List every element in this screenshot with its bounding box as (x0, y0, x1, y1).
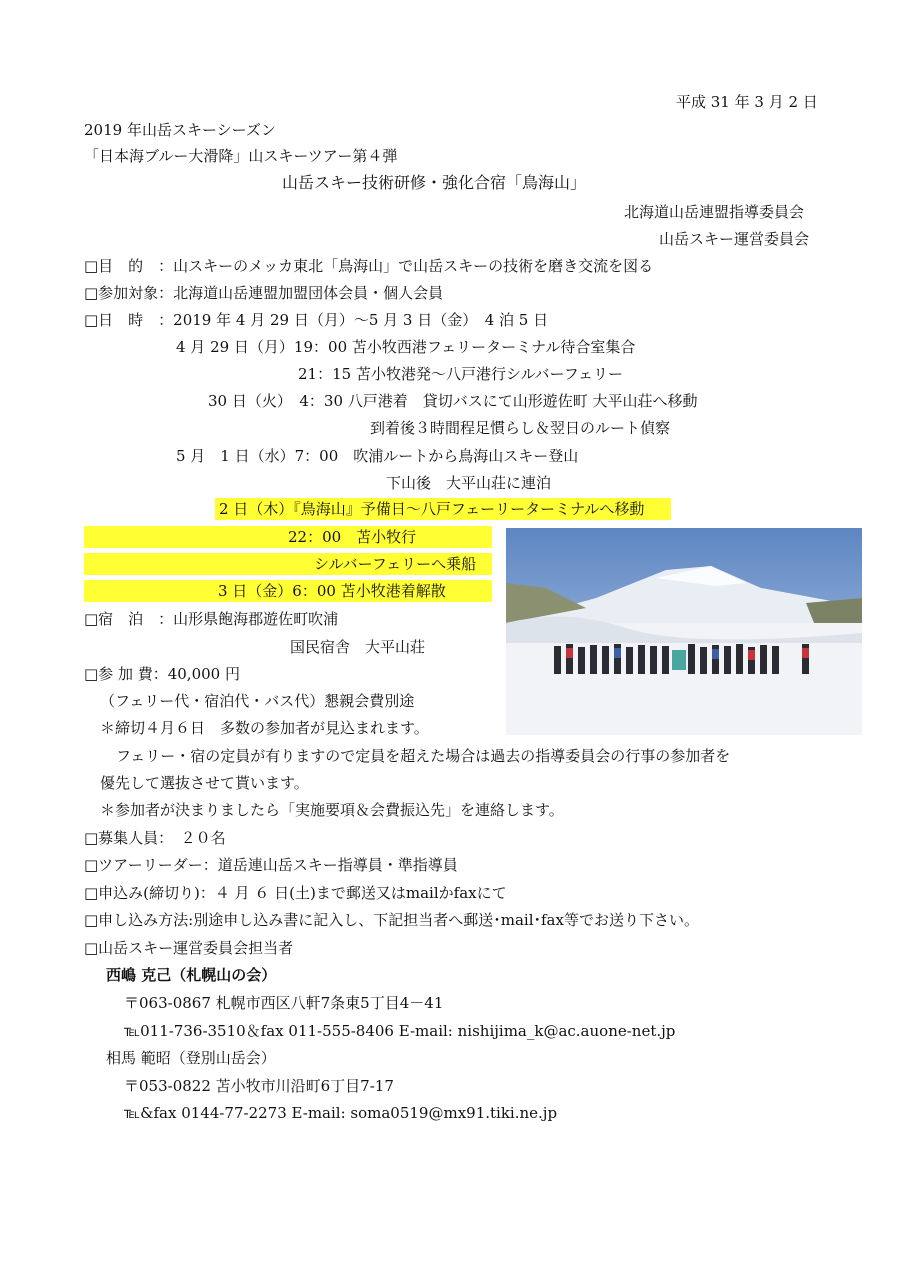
schedule-line-highlight: 3 日（金）6：00 苫小牧港着解散 (218, 582, 446, 600)
organizer-1: 北海道山岳連盟指導委員会 (624, 203, 805, 221)
purpose-line: □目 的 ：山スキーのメッカ東北「鳥海山」で山岳スキーの技術を磨き交流を図る (84, 257, 654, 275)
group-photo (506, 528, 862, 735)
schedule-line: 5 月 1 日（水）7：00 吹浦ルートから鳥海山スキー登山 (176, 447, 579, 465)
schedule-line: 30 日（火） 4：30 八戸港着 貸切バスにて山形遊佐町 大平山荘へ移動 (208, 392, 698, 410)
note-line: ＊参加者が決まりましたら「実施要項＆会費振込先」を連絡します。 (100, 801, 564, 819)
document-title: 山岳スキー技術研修・強化合宿「鳥海山」 (282, 173, 587, 192)
target-line: □参加対象：北海道山岳連盟加盟団体会員・個人会員 (84, 284, 444, 302)
note-line: ＊締切４月６日 多数の参加者が見込まれます。 (100, 719, 429, 737)
method-line: □申し込み方法:別途申し込み書に記入し、下記担当者へ郵送･mail･fax等でお送り下さい。 (84, 911, 699, 929)
schedule-line-highlight: 2 日（木）『鳥海山』予備日～八戸フェーリーターミナルへ移動 (219, 500, 645, 518)
lodging-line: □宿 泊 ：山形県飽海郡遊佐町吹浦 (84, 610, 339, 628)
document-date: 平成 31 年 3 月 2 日 (676, 93, 818, 111)
note-line: フェリー・宿の定員が有りますので定員を超えた場合は過去の指導委員会の行事の参加者を (116, 747, 731, 765)
organizer-2: 山岳スキー運営委員会 (659, 230, 810, 248)
fee-line: □参 加 費：40,000 円 (84, 665, 240, 683)
season-line: 2019 年山岳スキーシーズン (84, 121, 276, 139)
schedule-line: 4 月 29 日（月）19：00 苫小牧西港フェリーターミナル待合室集合 (176, 338, 636, 356)
apply-line: □申込み(締切り)：４ 月 ６ 日(土)まで郵送又はmailかfaxにて (84, 884, 507, 902)
contact-2-name: 相馬 範昭（登別山岳会） (106, 1049, 276, 1067)
leader-line: □ツアーリーダー：道岳連山岳スキー指導員・準指導員 (84, 856, 458, 874)
tour-line: 「日本海ブルー大滑降」山スキーツアー第４弾 (84, 147, 398, 165)
recruit-line: □募集人員： ２０名 (84, 829, 226, 847)
contact-2-tel: ℡&fax 0144-77-2273 E-mail: soma0519@mx91.tiki.ne.jp (124, 1104, 558, 1122)
schedule-line-highlight: シルバーフェリーへ乗船 (314, 555, 477, 573)
schedule-line: 到着後３時間程足慣らし＆翌日のルート偵察 (370, 419, 671, 437)
contact-head: □山岳スキー運営委員会担当者 (84, 939, 294, 957)
note-line: 優先して選抜させて貰います。 (100, 774, 309, 792)
schedule-line-highlight: 22：00 苫小牧行 (288, 528, 417, 546)
mountain-photo-illustration (506, 528, 862, 735)
lodging-line: 国民宿舎 大平山荘 (290, 638, 426, 656)
schedule-head: □日 時 ：2019 年 4 月 29 日（月）～5 月 3 日（金） 4 泊 5 日 (84, 311, 549, 329)
contact-1-tel: ℡011-736-3510＆fax 011-555-8406 E-mail: nishijima_k@ac.auone-net.jp (124, 1022, 676, 1040)
contact-1-name: 西嶋 克己（札幌山の会） (106, 966, 277, 984)
fee-detail: （フェリー代・宿泊代・バス代）懇親会費別途 (100, 692, 415, 710)
schedule-line: 下山後 大平山荘に連泊 (386, 474, 552, 492)
contact-2-address: 〒053-0822 苫小牧市川沿町6丁目7-17 (124, 1077, 394, 1095)
schedule-line: 21：15 苫小牧港発～八戸港行シルバーフェリー (298, 365, 624, 383)
contact-1-address: 〒063-0867 札幌市西区八軒7条東5丁目4－41 (124, 994, 444, 1012)
